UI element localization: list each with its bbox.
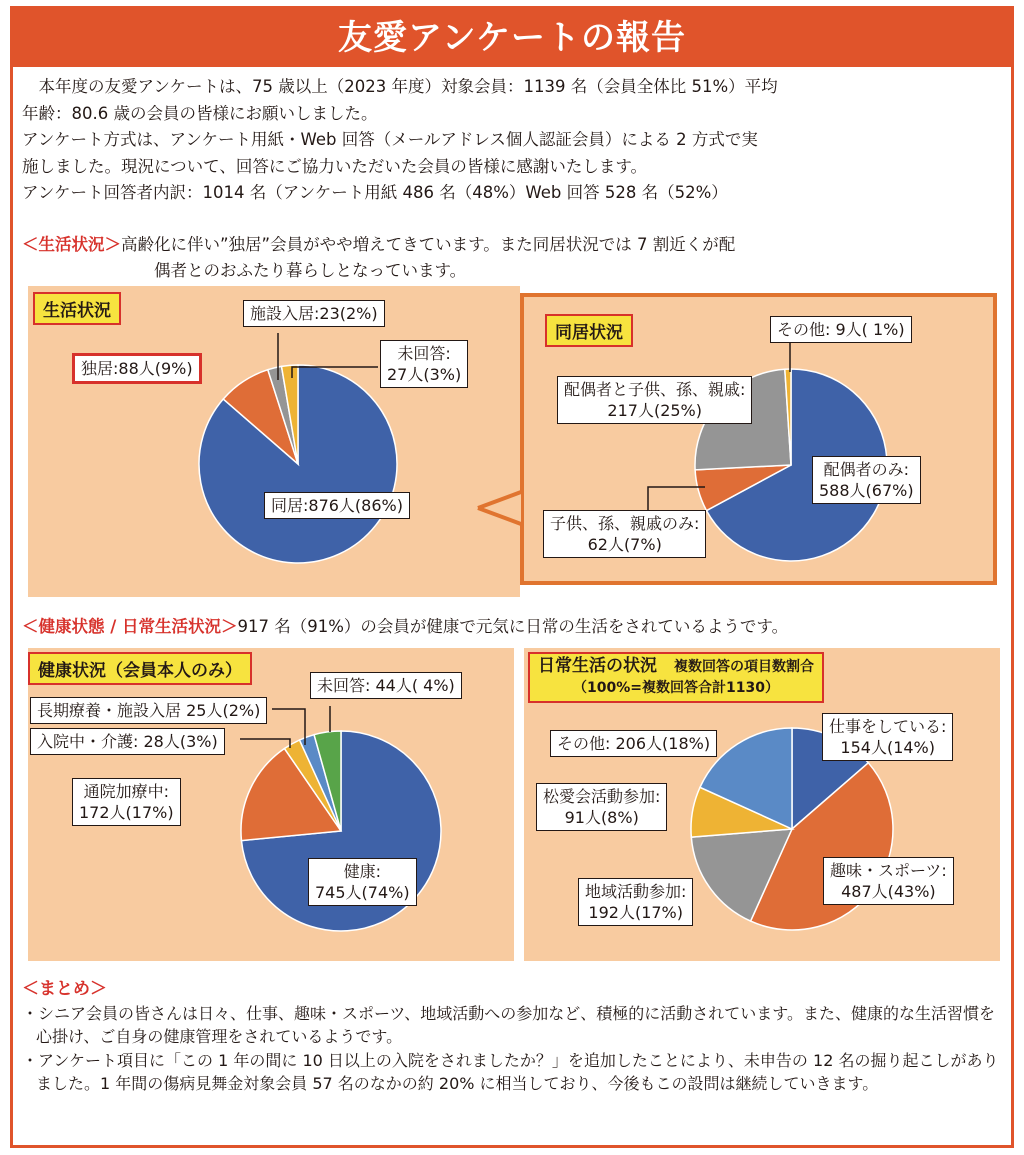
daily-label-other [550, 730, 717, 757]
slice-value: 588人(67%) [819, 481, 914, 500]
cohabit-label-other [770, 316, 912, 343]
intro-line: アンケート方式は、アンケート用紙・Web 回答（メールアドレス個人認証会員）による 2 方式で実 [22, 130, 758, 149]
slice-label: 通院加療中: [83, 782, 169, 801]
slice-label: その他: 206人(18%) [557, 734, 711, 753]
slice-label: 仕事をしている: [829, 717, 947, 736]
section-living-text: 高齢化に伴い”独居”会員がやや増えてきています。また同居状況では 7 割近くが配 [121, 235, 736, 254]
slice-label: 入院中・介護: 28人(3%) [37, 732, 218, 751]
health-chart-title: 健康状況（会員本人のみ） [28, 652, 252, 685]
slice-label: 松愛会活動参加: [543, 787, 661, 806]
health-label-noanswer [310, 672, 462, 699]
living-label-facility [243, 300, 385, 327]
summary-item: ・シニア会員の皆さんは日々、仕事、趣味・スポーツ、地域活動への参加など、積極的に活動されています。また、健康的な生活習慣を心掛け、ご自身の健康管理をされているようです。 [22, 1003, 995, 1046]
intro-text [22, 74, 922, 207]
section-health-text: 917 名（91%）の会員が健康で元気に日常の生活をされているようです。 [237, 617, 789, 636]
daily-label-hobby [823, 857, 954, 905]
slice-label: その他: 9人( 1%) [777, 320, 905, 339]
daily-label-community [578, 878, 693, 926]
intro-line: アンケート回答者内訳：1014 名（アンケート用紙 486 名（48%）Web 回答 528 名（52%） [22, 183, 728, 202]
daily-chart-subtitle: 複数回答の項目数割合 [674, 659, 814, 675]
slice-value: 62人(7%) [587, 535, 662, 554]
living-pie-chart [198, 364, 398, 564]
daily-label-work [822, 713, 953, 761]
slice-value: 172人(17%) [79, 803, 174, 822]
section-health [22, 614, 788, 640]
health-label-hospital [30, 728, 225, 755]
slice-label: 未回答: [397, 344, 451, 363]
slice-value: 487人(43%) [841, 882, 936, 901]
slice-label: 配偶者のみ: [823, 460, 909, 479]
slice-label: 未回答: 44人( 4%) [317, 676, 455, 695]
cohabit-label-spouse-family [557, 376, 752, 424]
slice-value: 192人(17%) [588, 903, 683, 922]
living-label-together [264, 492, 410, 519]
slice-label: 趣味・スポーツ: [830, 861, 947, 880]
slice-label: 地域活動参加: [585, 882, 687, 901]
health-label-healthy [308, 858, 417, 906]
summary-tag: ＜まとめ＞ [22, 979, 107, 999]
cohabit-chart-title: 同居状況 [545, 314, 633, 347]
intro-line: 施しました。現況について、回答にご協力いただいた会員の皆様に感謝いたします。 [22, 156, 648, 176]
daily-chart-title-box [528, 652, 824, 703]
daily-chart-subtitle2: （100%=複数回答合計1130） [573, 680, 779, 696]
summary-item: ・アンケート項目に「この 1 年の間に 10 日以上の入院をされましたか？」を追加したことにより、未申告の 12 名の掘り起こしがありました。1 年間の傷病見舞金対象会員 57 名のなかの約 20% に相当しており、今後もこの設問は継続していきます。 [22, 1050, 999, 1093]
intro-line: 年齢：80.6 歳の会員の皆様にお願いしました。 [22, 103, 378, 123]
slice-value: 91人(8%) [564, 808, 639, 827]
slice-label: 子供、孫、親戚のみ: [550, 514, 700, 533]
living-label-alone [72, 353, 202, 384]
slice-label: 施設入居:23(2%) [250, 304, 378, 323]
slice-label: 同居:876人(86%) [271, 496, 403, 515]
slice-label: 健康: [343, 862, 381, 881]
slice-value: 27人(3%) [387, 365, 462, 384]
intro-line: 本年度の友愛アンケートは、75 歳以上（2023 年度）対象会員：1139 名（会員全体比 51%）平均 [22, 77, 778, 96]
health-label-outpatient [72, 778, 181, 826]
living-chart-title: 生活状況 [33, 292, 121, 325]
slice-label: 長期療養・施設入居 25人(2%) [37, 701, 261, 720]
health-label-longterm [30, 697, 267, 724]
slice-value: 154人(14%) [840, 738, 935, 757]
cohabit-label-children-only [543, 510, 706, 558]
slice-value: 745人(74%) [315, 883, 410, 902]
slice-value: 217人(25%) [607, 401, 702, 420]
page-title: 友愛アンケートの報告 [13, 9, 1011, 67]
cohabit-label-spouse-only [812, 456, 921, 504]
daily-label-club [536, 783, 667, 831]
slice-label: 配偶者と子供、孫、親戚: [564, 380, 746, 399]
section-living [22, 232, 735, 284]
living-label-noanswer [380, 340, 468, 388]
section-living-tag: ＜生活状況＞ [22, 235, 121, 254]
daily-chart-title: 日常生活の状況 [538, 656, 657, 676]
section-living-text2: 偶者とのおふたり暮らしとなっています。 [154, 261, 467, 280]
slice-label: 独居:88人(9%) [81, 359, 193, 378]
summary [22, 978, 1002, 1096]
section-health-tag: ＜健康状態 / 日常生活状況＞ [22, 617, 238, 636]
